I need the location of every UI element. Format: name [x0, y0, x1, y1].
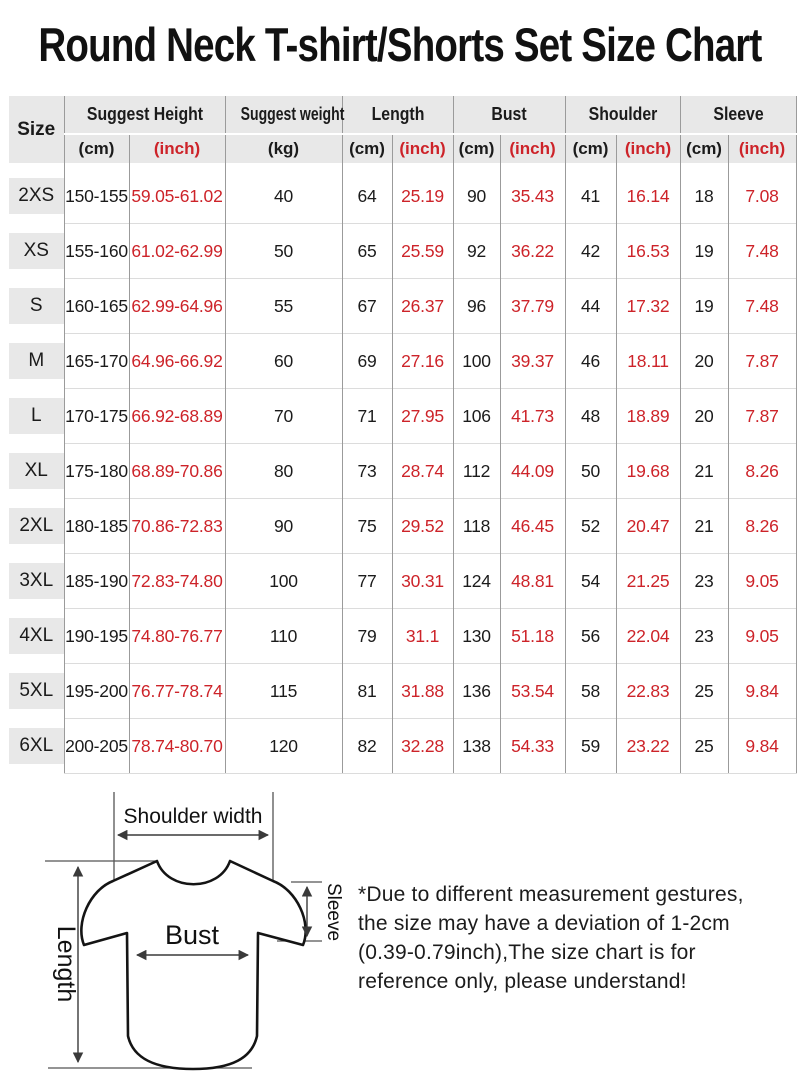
- header-units-row: [9, 134, 796, 163]
- value-cell: 46: [565, 334, 616, 389]
- value-cell: 18.89: [616, 389, 680, 444]
- value-cell: 20: [680, 389, 728, 444]
- value-cell: 77: [342, 554, 392, 609]
- size-cell: [9, 554, 64, 609]
- value-cell: 37.79: [500, 279, 565, 334]
- value-cell: 23: [680, 609, 728, 664]
- measurement-section: [0, 778, 800, 1088]
- value-cell: 8.26: [728, 444, 796, 499]
- value-cell: 41: [565, 169, 616, 224]
- size-row-4XL: [9, 609, 796, 664]
- value-cell: 100: [225, 554, 342, 609]
- size-chip: 3XL: [9, 563, 64, 599]
- shoulder-width-label: Shoulder width: [123, 805, 263, 828]
- column-header-sleeve: [680, 96, 796, 134]
- unit-header-sleeve-inch: (inch): [728, 134, 796, 163]
- value-cell: 48: [565, 389, 616, 444]
- column-header-label: Sleeve: [712, 104, 764, 124]
- value-cell: 28.74: [392, 444, 453, 499]
- tshirt-diagram: [0, 778, 352, 1088]
- value-cell: 44.09: [500, 444, 565, 499]
- unit-header-length-inch: (inch): [392, 134, 453, 163]
- value-cell: 42: [565, 224, 616, 279]
- value-cell: 22.83: [616, 664, 680, 719]
- column-header-label: Length: [371, 104, 424, 124]
- size-chip: L: [9, 398, 64, 434]
- column-header-length: [342, 96, 453, 134]
- value-cell: 180-185: [64, 499, 129, 554]
- size-row-XL: [9, 444, 796, 499]
- size-chip: 4XL: [9, 618, 64, 654]
- value-cell: 200-205: [64, 719, 129, 774]
- value-cell: 48.81: [500, 554, 565, 609]
- value-cell: 21: [680, 499, 728, 554]
- size-cell: [9, 169, 64, 224]
- note: [358, 880, 794, 996]
- size-chip: M: [9, 343, 64, 379]
- column-header-shoulder: [565, 96, 680, 134]
- value-cell: 54.33: [500, 719, 565, 774]
- value-cell: 36.22: [500, 224, 565, 279]
- value-cell: 70: [225, 389, 342, 444]
- value-cell: 56: [565, 609, 616, 664]
- value-cell: 80: [225, 444, 342, 499]
- value-cell: 59.05-61.02: [129, 169, 225, 224]
- size-chip: S: [9, 288, 64, 324]
- size-cell: [9, 609, 64, 664]
- note-line: reference only, please understand!: [358, 970, 687, 993]
- value-cell: 25.19: [392, 169, 453, 224]
- value-cell: 21.25: [616, 554, 680, 609]
- unit-header-shoulder-cm: (cm): [565, 134, 616, 163]
- value-cell: 17.32: [616, 279, 680, 334]
- value-cell: 50: [225, 224, 342, 279]
- tshirt-outline: [81, 861, 305, 1069]
- value-cell: 53.54: [500, 664, 565, 719]
- size-row-S: [9, 279, 796, 334]
- value-cell: 75: [342, 499, 392, 554]
- note-line: *Due to different measurement gestures,: [358, 883, 744, 906]
- value-cell: 23.22: [616, 719, 680, 774]
- value-cell: 155-160: [64, 224, 129, 279]
- sleeve-label: Sleeve: [323, 882, 344, 942]
- value-cell: 90: [453, 169, 500, 224]
- unit-header-weight-kg: (kg): [225, 134, 342, 163]
- value-cell: 31.1: [392, 609, 453, 664]
- unit-header-shoulder-inch: (inch): [616, 134, 680, 163]
- value-cell: 120: [225, 719, 342, 774]
- value-cell: 44: [565, 279, 616, 334]
- value-cell: 106: [453, 389, 500, 444]
- value-cell: 170-175: [64, 389, 129, 444]
- value-cell: 78.74-80.70: [129, 719, 225, 774]
- value-cell: 112: [453, 444, 500, 499]
- value-cell: 71: [342, 389, 392, 444]
- value-cell: 66.92-68.89: [129, 389, 225, 444]
- value-cell: 25: [680, 719, 728, 774]
- page-title: Round Neck T-shirt/Shorts Set Size Chart: [38, 17, 762, 71]
- size-cell: [9, 444, 64, 499]
- note-line: (0.39-0.79inch),The size chart is for: [358, 941, 696, 964]
- value-cell: 9.84: [728, 719, 796, 774]
- value-cell: 67: [342, 279, 392, 334]
- value-cell: 92: [453, 224, 500, 279]
- size-cell: [9, 224, 64, 279]
- value-cell: 19.68: [616, 444, 680, 499]
- size-cell: [9, 389, 64, 444]
- column-header-suggest-weight: [225, 96, 342, 134]
- column-header-label: Suggest weight: [240, 104, 344, 124]
- value-cell: 9.84: [728, 664, 796, 719]
- value-cell: 27.95: [392, 389, 453, 444]
- value-cell: 110: [225, 609, 342, 664]
- value-cell: 25: [680, 664, 728, 719]
- value-cell: 51.18: [500, 609, 565, 664]
- value-cell: 20.47: [616, 499, 680, 554]
- size-row-L: [9, 389, 796, 444]
- size-row-XS: [9, 224, 796, 279]
- value-cell: 130: [453, 609, 500, 664]
- value-cell: 138: [453, 719, 500, 774]
- value-cell: 23: [680, 554, 728, 609]
- value-cell: 26.37: [392, 279, 453, 334]
- column-header-size: Size: [9, 96, 64, 163]
- value-cell: 185-190: [64, 554, 129, 609]
- value-cell: 18: [680, 169, 728, 224]
- note-line: the size may have a deviation of 1-2cm: [358, 912, 730, 935]
- value-cell: 64: [342, 169, 392, 224]
- unit-header-bust-cm: (cm): [453, 134, 500, 163]
- value-cell: 195-200: [64, 664, 129, 719]
- value-cell: 76.77-78.74: [129, 664, 225, 719]
- value-cell: 124: [453, 554, 500, 609]
- unit-header-height-inch: (inch): [129, 134, 225, 163]
- value-cell: 25.59: [392, 224, 453, 279]
- size-cell: [9, 664, 64, 719]
- value-cell: 65: [342, 224, 392, 279]
- value-cell: 115: [225, 664, 342, 719]
- value-cell: 165-170: [64, 334, 129, 389]
- size-cell: [9, 499, 64, 554]
- value-cell: 90: [225, 499, 342, 554]
- size-chip: 2XL: [9, 508, 64, 544]
- unit-header-bust-inch: (inch): [500, 134, 565, 163]
- length-label: Length: [52, 925, 80, 1003]
- value-cell: 7.48: [728, 279, 796, 334]
- column-header-label: Bust: [491, 104, 527, 124]
- size-chart-table: [9, 96, 797, 774]
- column-header-suggest-height: [64, 96, 225, 134]
- column-header-label: Shoulder: [588, 104, 657, 124]
- size-chip: 6XL: [9, 728, 64, 764]
- page-header: [0, 0, 800, 88]
- size-chip: XS: [9, 233, 64, 269]
- size-row-6XL: [9, 719, 796, 774]
- value-cell: 46.45: [500, 499, 565, 554]
- value-cell: 19: [680, 224, 728, 279]
- size-chip: 5XL: [9, 673, 64, 709]
- value-cell: 55: [225, 279, 342, 334]
- value-cell: 16.14: [616, 169, 680, 224]
- value-cell: 73: [342, 444, 392, 499]
- value-cell: 35.43: [500, 169, 565, 224]
- value-cell: 82: [342, 719, 392, 774]
- size-table-body: [9, 163, 796, 774]
- value-cell: 160-165: [64, 279, 129, 334]
- value-cell: 74.80-76.77: [129, 609, 225, 664]
- value-cell: 118: [453, 499, 500, 554]
- value-cell: 52: [565, 499, 616, 554]
- value-cell: 9.05: [728, 554, 796, 609]
- value-cell: 69: [342, 334, 392, 389]
- value-cell: 7.87: [728, 389, 796, 444]
- value-cell: 40: [225, 169, 342, 224]
- value-cell: 61.02-62.99: [129, 224, 225, 279]
- value-cell: 29.52: [392, 499, 453, 554]
- value-cell: 68.89-70.86: [129, 444, 225, 499]
- value-cell: 54: [565, 554, 616, 609]
- value-cell: 136: [453, 664, 500, 719]
- value-cell: 22.04: [616, 609, 680, 664]
- value-cell: 30.31: [392, 554, 453, 609]
- size-cell: [9, 719, 64, 774]
- value-cell: 7.87: [728, 334, 796, 389]
- value-cell: 31.88: [392, 664, 453, 719]
- value-cell: 79: [342, 609, 392, 664]
- column-header-bust: [453, 96, 565, 134]
- value-cell: 21: [680, 444, 728, 499]
- table-header: [9, 96, 796, 163]
- unit-header-height-cm: (cm): [64, 134, 129, 163]
- value-cell: 7.48: [728, 224, 796, 279]
- value-cell: 60: [225, 334, 342, 389]
- size-cell: [9, 279, 64, 334]
- size-row-2XS: [9, 169, 796, 224]
- value-cell: 96: [453, 279, 500, 334]
- value-cell: 62.99-64.96: [129, 279, 225, 334]
- value-cell: 64.96-66.92: [129, 334, 225, 389]
- size-row-3XL: [9, 554, 796, 609]
- value-cell: 9.05: [728, 609, 796, 664]
- value-cell: 190-195: [64, 609, 129, 664]
- value-cell: 59: [565, 719, 616, 774]
- value-cell: 150-155: [64, 169, 129, 224]
- value-cell: 7.08: [728, 169, 796, 224]
- value-cell: 20: [680, 334, 728, 389]
- size-chip: XL: [9, 453, 64, 489]
- value-cell: 32.28: [392, 719, 453, 774]
- column-header-label: Suggest Height: [86, 104, 203, 124]
- value-cell: 70.86-72.83: [129, 499, 225, 554]
- value-cell: 8.26: [728, 499, 796, 554]
- value-cell: 39.37: [500, 334, 565, 389]
- value-cell: 58: [565, 664, 616, 719]
- size-chip: 2XS: [9, 178, 64, 214]
- value-cell: 41.73: [500, 389, 565, 444]
- bust-label: Bust: [164, 920, 220, 950]
- unit-header-length-cm: (cm): [342, 134, 392, 163]
- value-cell: 16.53: [616, 224, 680, 279]
- size-cell: [9, 334, 64, 389]
- header-group-row: [9, 96, 796, 134]
- value-cell: 175-180: [64, 444, 129, 499]
- size-row-2XL: [9, 499, 796, 554]
- value-cell: 18.11: [616, 334, 680, 389]
- unit-header-sleeve-cm: (cm): [680, 134, 728, 163]
- value-cell: 27.16: [392, 334, 453, 389]
- size-row-5XL: [9, 664, 796, 719]
- value-cell: 81: [342, 664, 392, 719]
- value-cell: 100: [453, 334, 500, 389]
- value-cell: 50: [565, 444, 616, 499]
- value-cell: 72.83-74.80: [129, 554, 225, 609]
- value-cell: 19: [680, 279, 728, 334]
- size-row-M: [9, 334, 796, 389]
